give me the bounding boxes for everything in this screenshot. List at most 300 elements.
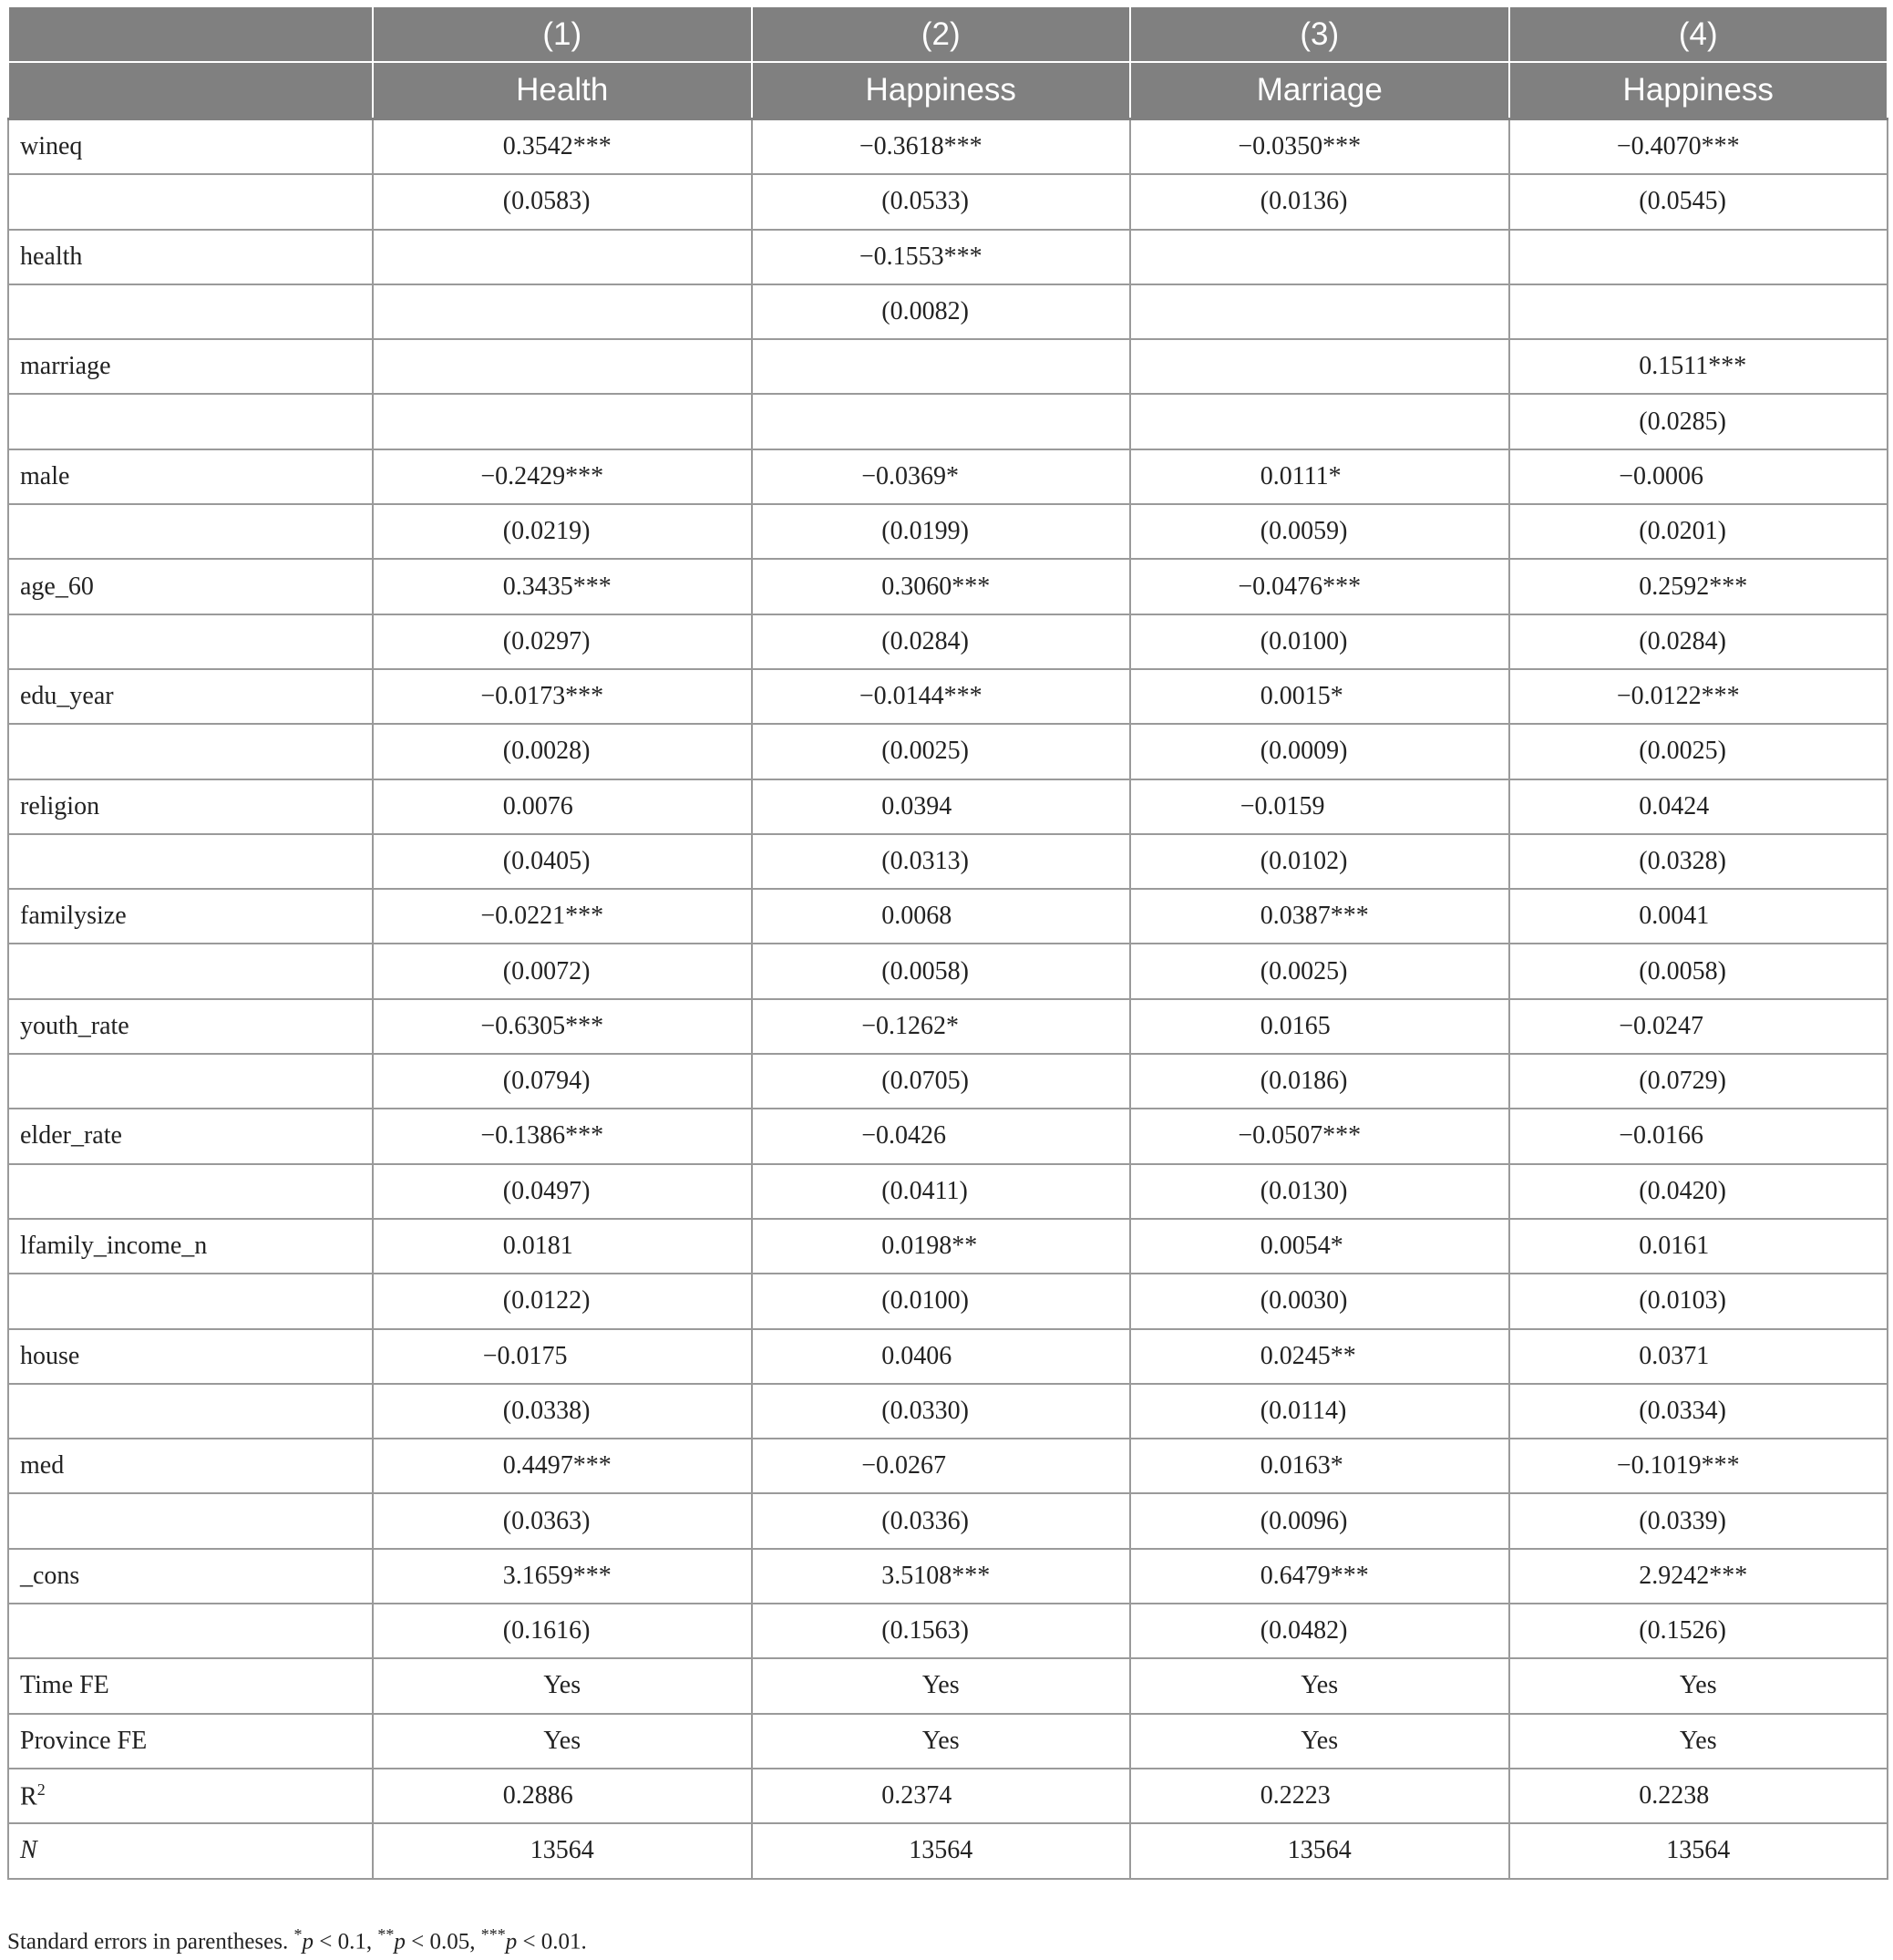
cell-value: (0.0030)	[1260, 1286, 1348, 1315]
cell-value: (0.0009)	[1260, 737, 1348, 766]
cell-value: −0.0175	[482, 1341, 568, 1370]
cell-value: −0.0166	[1619, 1121, 1704, 1150]
cell-value: 0.4497***	[502, 1451, 612, 1480]
table-cell	[1509, 1164, 1888, 1219]
table-footnote	[7, 1925, 587, 1955]
cell-value: −0.1019***	[1616, 1451, 1740, 1480]
table-cell	[752, 889, 1131, 944]
table-row	[8, 1439, 1888, 1493]
table-cell	[1509, 669, 1888, 724]
row-label: edu_year	[8, 669, 373, 724]
table-row	[8, 1329, 1888, 1384]
table-row	[8, 174, 1888, 229]
regression-table	[7, 5, 1888, 1880]
table-cell	[373, 559, 752, 614]
footnote-text: Standard errors in parentheses.	[7, 1929, 294, 1955]
cell-value: (0.0114)	[1260, 1396, 1347, 1425]
cell-value: (0.0794)	[502, 1067, 591, 1096]
row-label	[8, 834, 373, 889]
row-label: _cons	[8, 1549, 373, 1604]
table-cell	[1509, 779, 1888, 834]
cell-value: 0.1511***	[1639, 352, 1747, 381]
cell-value: 0.0163*	[1260, 1451, 1343, 1480]
table-cell	[1509, 1329, 1888, 1384]
table-cell	[1130, 614, 1509, 669]
row-label: elder_rate	[8, 1109, 373, 1163]
row-label	[8, 1769, 373, 1823]
cell-value: 0.0198**	[881, 1232, 978, 1261]
row-label: house	[8, 1329, 373, 1384]
table-cell	[373, 614, 752, 669]
table-cell	[752, 394, 1131, 449]
cell-value: (0.0338)	[502, 1396, 591, 1425]
cell-value: (0.0025)	[881, 737, 969, 766]
table-row	[8, 1384, 1888, 1439]
table-row	[8, 1164, 1888, 1219]
table-cell	[373, 230, 752, 284]
table-cell	[1509, 1549, 1888, 1604]
table-cell	[752, 999, 1131, 1054]
footnote-star: *	[293, 1925, 303, 1944]
table-cell	[1509, 724, 1888, 779]
cell-value: (0.0058)	[881, 956, 969, 985]
table-row-r2	[8, 1769, 1888, 1823]
table-cell	[1130, 669, 1509, 724]
table-cell	[1130, 284, 1509, 339]
table-cell	[752, 1219, 1131, 1274]
cell-value: 0.3435***	[502, 572, 612, 601]
row-label	[8, 1604, 373, 1658]
table-cell	[1130, 1329, 1509, 1384]
table-cell	[752, 504, 1131, 559]
table-cell	[1130, 1384, 1509, 1439]
table-cell	[1130, 449, 1509, 504]
cell-value: Yes	[921, 1726, 960, 1755]
table-cell	[752, 339, 1131, 394]
cell-value: −0.0426	[861, 1121, 947, 1150]
table-cell	[1509, 1109, 1888, 1163]
cell-value: −0.1386***	[480, 1121, 604, 1150]
table-cell	[752, 1714, 1131, 1769]
table-cell	[752, 1164, 1131, 1219]
table-cell	[1130, 779, 1509, 834]
cell-value: (0.0705)	[881, 1067, 969, 1096]
table-cell	[373, 889, 752, 944]
table-row	[8, 1658, 1888, 1713]
table-cell	[1130, 944, 1509, 998]
table-row	[8, 779, 1888, 834]
table-cell	[373, 1493, 752, 1548]
table-row	[8, 230, 1888, 284]
cell-value: −0.0173***	[480, 682, 604, 711]
table-cell	[1130, 1493, 1509, 1548]
cell-value: (0.0497)	[502, 1176, 591, 1205]
table-cell	[1130, 834, 1509, 889]
row-label: med	[8, 1439, 373, 1493]
regression-table-container	[7, 5, 1887, 1880]
cell-value: −0.0122***	[1616, 682, 1740, 711]
row-label: religion	[8, 779, 373, 834]
table-cell	[752, 559, 1131, 614]
table-cell	[373, 284, 752, 339]
cell-value: (0.0285)	[1639, 407, 1726, 436]
cell-value: (0.0334)	[1639, 1396, 1726, 1425]
row-label	[8, 614, 373, 669]
table-cell	[1130, 559, 1509, 614]
table-cell	[1509, 1439, 1888, 1493]
table-cell	[752, 834, 1131, 889]
table-cell	[1130, 174, 1509, 229]
table-cell	[373, 394, 752, 449]
column-dependent-var: Happiness	[1509, 62, 1888, 119]
footnote-p: p	[302, 1929, 314, 1955]
cell-value: 0.0245**	[1260, 1341, 1356, 1370]
table-cell	[1130, 1054, 1509, 1109]
table-cell	[1509, 559, 1888, 614]
table-cell	[1509, 504, 1888, 559]
table-cell	[1509, 1714, 1888, 1769]
column-number: (3)	[1130, 6, 1509, 62]
table-cell	[373, 339, 752, 394]
table-cell	[1130, 119, 1509, 175]
table-cell	[1509, 1823, 1888, 1878]
cell-value: 0.2592***	[1639, 572, 1748, 601]
table-cell	[1509, 1054, 1888, 1109]
table-cell	[1130, 230, 1509, 284]
cell-value: −0.0507***	[1238, 1121, 1362, 1150]
table-cell	[1130, 504, 1509, 559]
cell-value: Yes	[1301, 1726, 1339, 1755]
table-cell	[373, 1549, 752, 1604]
row-label: lfamily_income_n	[8, 1219, 373, 1274]
row-label: marriage	[8, 339, 373, 394]
row-label: familysize	[8, 889, 373, 944]
row-label: Time FE	[8, 1658, 373, 1713]
table-cell	[752, 230, 1131, 284]
cell-value: 0.2238	[1639, 1781, 1710, 1810]
cell-value: 0.0111*	[1260, 461, 1342, 490]
cell-value: −0.2429***	[480, 461, 604, 490]
cell-value: (0.0545)	[1639, 187, 1726, 216]
cell-value: −0.0247	[1619, 1011, 1704, 1040]
table-row	[8, 889, 1888, 944]
table-cell	[373, 1054, 752, 1109]
cell-value: (0.0533)	[881, 187, 969, 216]
table-row	[8, 1714, 1888, 1769]
cell-value: (0.0328)	[1639, 847, 1726, 875]
table-cell	[1130, 1549, 1509, 1604]
cell-value: (0.0729)	[1639, 1067, 1726, 1096]
row-label	[8, 944, 373, 998]
table-cell	[1130, 1714, 1509, 1769]
cell-value: (0.1616)	[502, 1616, 591, 1645]
table-cell	[373, 1109, 752, 1163]
cell-value: 0.0371	[1639, 1341, 1710, 1370]
cell-value: (0.0339)	[1639, 1506, 1726, 1535]
table-row	[8, 1604, 1888, 1658]
table-row	[8, 834, 1888, 889]
table-cell	[1130, 1219, 1509, 1274]
footnote-star: **	[377, 1925, 395, 1944]
table-cell	[1509, 1384, 1888, 1439]
cell-value: (0.0103)	[1639, 1286, 1726, 1315]
cell-value: (0.0186)	[1260, 1067, 1348, 1096]
table-cell	[373, 944, 752, 998]
cell-value: −0.0221***	[480, 902, 604, 931]
cell-value: (0.0330)	[881, 1396, 969, 1425]
table-cell	[373, 119, 752, 175]
table-cell	[1509, 1274, 1888, 1328]
table-row	[8, 119, 1888, 175]
cell-value: 0.2886	[502, 1781, 573, 1810]
cell-value: 0.0406	[881, 1341, 952, 1370]
table-cell	[752, 1549, 1131, 1604]
footnote-threshold: < 0.01.	[517, 1929, 587, 1955]
cell-value: 0.0387***	[1260, 902, 1369, 931]
cell-value: (0.0405)	[502, 847, 591, 875]
column-dependent-var: Happiness	[752, 62, 1131, 119]
table-cell	[1509, 614, 1888, 669]
table-cell	[1509, 1604, 1888, 1658]
cell-value: 0.3060***	[881, 572, 991, 601]
cell-value: 2.9242***	[1639, 1561, 1748, 1590]
row-label	[8, 284, 373, 339]
table-row	[8, 1274, 1888, 1328]
cell-value: 0.0015*	[1260, 682, 1343, 711]
table-cell	[1130, 889, 1509, 944]
table-cell	[1509, 834, 1888, 889]
cell-value: (0.0363)	[502, 1506, 591, 1535]
cell-value: 0.0181	[502, 1232, 573, 1261]
table-cell	[1130, 1274, 1509, 1328]
cell-value: Yes	[1679, 1726, 1717, 1755]
table-cell	[373, 1769, 752, 1823]
cell-value: 3.5108***	[881, 1561, 991, 1590]
table-cell	[752, 944, 1131, 998]
cell-value: 0.6479***	[1260, 1561, 1369, 1590]
footnote-threshold: < 0.05,	[405, 1929, 481, 1955]
cell-value: (0.0100)	[1260, 626, 1348, 655]
row-label: age_60	[8, 559, 373, 614]
row-label	[8, 1274, 373, 1328]
table-cell	[373, 1714, 752, 1769]
cell-value: −0.0369*	[861, 461, 960, 490]
cell-value: −0.0350***	[1238, 132, 1362, 161]
table-cell	[1130, 394, 1509, 449]
r2-superscript: 2	[36, 1779, 46, 1799]
table-cell	[752, 724, 1131, 779]
table-cell	[752, 1823, 1131, 1878]
cell-value: (0.0313)	[881, 847, 969, 875]
table-cell	[1130, 1109, 1509, 1163]
table-row	[8, 559, 1888, 614]
table-cell	[1509, 1219, 1888, 1274]
table-cell	[373, 1604, 752, 1658]
table-cell	[752, 1109, 1131, 1163]
cell-value: −0.0144***	[859, 682, 983, 711]
cell-value: (0.0130)	[1260, 1176, 1348, 1205]
row-label	[8, 174, 373, 229]
cell-value: (0.0336)	[881, 1506, 969, 1535]
table-cell	[1130, 999, 1509, 1054]
cell-value: −0.0267	[861, 1451, 947, 1480]
cell-value: (0.0072)	[502, 956, 591, 985]
table-cell	[373, 724, 752, 779]
table-cell	[1130, 724, 1509, 779]
footnote-threshold: < 0.1,	[313, 1929, 378, 1955]
footnote-p: p	[505, 1929, 518, 1955]
cell-value: (0.0136)	[1260, 187, 1348, 216]
cell-value: 13564	[909, 1836, 973, 1865]
table-row	[8, 504, 1888, 559]
column-number: (4)	[1509, 6, 1888, 62]
table-cell	[752, 1604, 1131, 1658]
table-row	[8, 614, 1888, 669]
table-cell	[1509, 119, 1888, 175]
header-row-dependent-vars	[8, 62, 1888, 119]
table-cell	[373, 1164, 752, 1219]
cell-value: 0.0394	[881, 791, 952, 820]
cell-value: 0.2374	[881, 1781, 952, 1810]
cell-value: 0.2223	[1260, 1781, 1331, 1810]
r2-label: R	[20, 1782, 37, 1811]
cell-value: Yes	[921, 1671, 960, 1700]
cell-value: 0.0424	[1639, 791, 1710, 820]
table-row	[8, 284, 1888, 339]
table-row	[8, 339, 1888, 394]
cell-value: 0.3542***	[502, 132, 612, 161]
cell-value: −0.1553***	[859, 242, 983, 271]
table-cell	[1509, 394, 1888, 449]
table-cell	[373, 504, 752, 559]
table-cell	[752, 1439, 1131, 1493]
cell-value: −0.3618***	[859, 132, 983, 161]
cell-value: 13564	[1666, 1836, 1731, 1865]
footnote-p: p	[394, 1929, 406, 1955]
row-label	[8, 724, 373, 779]
cell-value: (0.0201)	[1639, 517, 1726, 546]
cell-value: (0.0025)	[1639, 737, 1726, 766]
cell-value: Yes	[543, 1671, 581, 1700]
cell-value: 0.0161	[1639, 1232, 1710, 1261]
column-dependent-var: Marriage	[1130, 62, 1509, 119]
table-cell	[1130, 1658, 1509, 1713]
cell-value: −0.1262*	[861, 1011, 960, 1040]
table-cell	[752, 1769, 1131, 1823]
cell-value: (0.0059)	[1260, 517, 1348, 546]
cell-value: (0.0297)	[502, 626, 591, 655]
table-row	[8, 449, 1888, 504]
cell-value: Yes	[1301, 1671, 1339, 1700]
cell-value: Yes	[1679, 1671, 1717, 1700]
cell-value: (0.0284)	[1639, 626, 1726, 655]
row-label: health	[8, 230, 373, 284]
cell-value: (0.0096)	[1260, 1506, 1348, 1535]
table-cell	[373, 449, 752, 504]
table-row	[8, 1109, 1888, 1163]
table-cell	[752, 1054, 1131, 1109]
table-cell	[752, 449, 1131, 504]
row-label	[8, 1054, 373, 1109]
table-cell	[373, 779, 752, 834]
table-cell	[373, 174, 752, 229]
table-cell	[373, 1439, 752, 1493]
table-cell	[1509, 889, 1888, 944]
table-cell	[1509, 1658, 1888, 1713]
table-cell	[373, 1274, 752, 1328]
table-cell	[1509, 1769, 1888, 1823]
header-corner-top	[8, 6, 373, 62]
cell-value: (0.0219)	[502, 517, 591, 546]
table-row-n	[8, 1823, 1888, 1878]
cell-value: 13564	[530, 1836, 594, 1865]
table-row	[8, 1549, 1888, 1604]
table-cell	[1130, 1823, 1509, 1878]
table-cell	[752, 614, 1131, 669]
column-number: (2)	[752, 6, 1131, 62]
column-number: (1)	[373, 6, 752, 62]
cell-value: (0.0082)	[881, 297, 969, 326]
cell-value: 0.0054*	[1260, 1232, 1343, 1261]
cell-value: (0.0199)	[881, 517, 969, 546]
row-label	[8, 394, 373, 449]
table-row	[8, 944, 1888, 998]
header-row-numbers	[8, 6, 1888, 62]
table-cell	[1130, 1604, 1509, 1658]
table-cell	[752, 1329, 1131, 1384]
table-cell	[1509, 284, 1888, 339]
table-cell	[1130, 1769, 1509, 1823]
row-label	[8, 504, 373, 559]
table-cell	[752, 779, 1131, 834]
cell-value: Yes	[543, 1726, 581, 1755]
cell-value: (0.0122)	[502, 1286, 591, 1315]
cell-value: −0.4070***	[1616, 132, 1740, 161]
cell-value: (0.1563)	[881, 1616, 969, 1645]
cell-value: 13564	[1287, 1836, 1352, 1865]
table-cell	[752, 119, 1131, 175]
table-cell	[752, 284, 1131, 339]
table-cell	[373, 1384, 752, 1439]
row-label: Province FE	[8, 1714, 373, 1769]
table-cell	[752, 669, 1131, 724]
cell-value: 0.0068	[881, 902, 952, 931]
table-cell	[1130, 1164, 1509, 1219]
column-dependent-var: Health	[373, 62, 752, 119]
cell-value: (0.1526)	[1639, 1616, 1726, 1645]
cell-value: (0.0028)	[502, 737, 591, 766]
cell-value: (0.0102)	[1260, 847, 1348, 875]
table-row	[8, 394, 1888, 449]
table-cell	[752, 1658, 1131, 1713]
table-cell	[373, 1658, 752, 1713]
table-cell	[373, 1823, 752, 1878]
table-cell	[752, 1384, 1131, 1439]
cell-value: 0.0076	[502, 791, 573, 820]
table-cell	[1509, 944, 1888, 998]
row-label: N	[8, 1823, 373, 1878]
cell-value: −0.6305***	[480, 1011, 604, 1040]
table-cell	[373, 1219, 752, 1274]
row-label: youth_rate	[8, 999, 373, 1054]
cell-value: 3.1659***	[502, 1561, 612, 1590]
table-cell	[373, 1329, 752, 1384]
cell-value: −0.0159	[1240, 791, 1325, 820]
table-row	[8, 1219, 1888, 1274]
cell-value: (0.0583)	[502, 187, 591, 216]
row-label: wineq	[8, 119, 373, 175]
cell-value: −0.0006	[1619, 461, 1704, 490]
